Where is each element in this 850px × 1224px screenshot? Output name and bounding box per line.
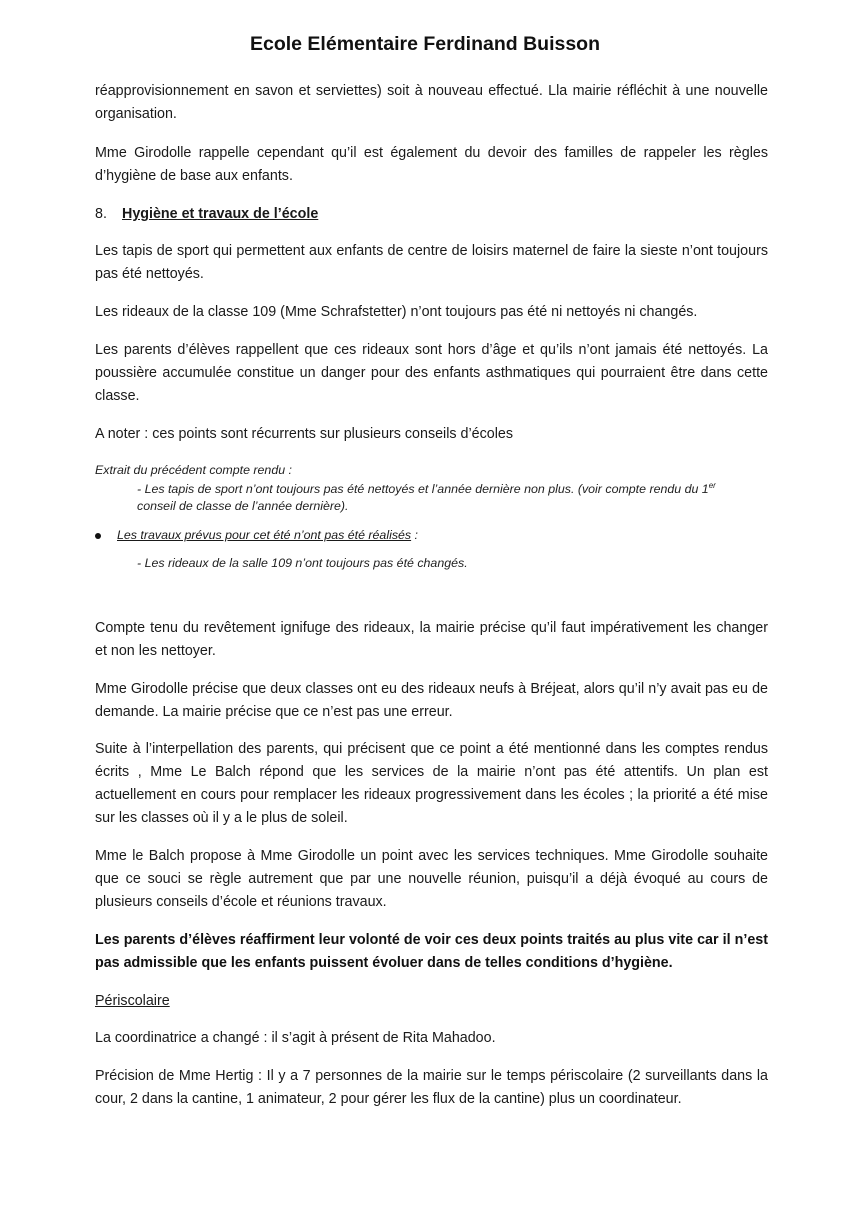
extract-item-mats: - Les tapis de sport n’ont toujours pas été nettoyés et l’année dernière non plus. (voir compte rendu du 1er bbox=[137, 480, 716, 496]
periscolaire-heading: Périscolaire bbox=[95, 993, 170, 1009]
paragraph-fireproof-curtains: Compte tenu du revêtement ignifuge des rideaux, la mairie précise qu’il faut impérativement les changer et non les nettoyer. bbox=[95, 620, 768, 659]
section-title: Hygiène et travaux de l’école bbox=[122, 206, 319, 222]
paragraph-staff-count: Précision de Mme Hertig : Il y a 7 personnes de la mairie sur le temps périscolaire (2 surveillants dans la cour, 2 dans la cantine, 1 animateur, 2 pour gérer les flux de la cantine) plus un coordinateur. bbox=[95, 1068, 768, 1107]
document-page: Ecole Elémentaire Ferdinand Buisson réapprovisionnement en savon et serviettes) soit à nouveau effectué. Lla mairie réfléchit à une nouvelle organisation. Mme Girodolle rappelle cependant qu’il est également du devoir des familles de rappeler les règles d’hygiène de base aux enfants. 8. Hygiène et travaux de l’école Les tapis de sport qui permettent aux enfants de centre de loisirs maternel de faire la sieste n’ont toujours pas été nettoyés. Les rideaux de la classe 109 (Mme Schrafstetter) n’ont toujours pas été ni nettoyés ni changés. Les parents d’élèves rappellent que ces rideaux sont hors d’âge et qu’ils n’ont jamais été nettoyés. La poussière accumulée constitue un danger pour des enfants asthmatiques qui pourraient être dans cette classe. A noter : ces points sont récurrents sur plusieurs conseils d’écoles Extrait du précédent compte rendu : - Les tapis de sport n’ont toujours pas été nettoyés et l’année dernière non plus. (voir compte rendu du 1er conseil de classe de l’année dernière). Les travaux prévus pour cet été n’ont pas été réalisés : - Les rideaux de la salle 109 n’ont toujours pas été changés. Compte tenu du revêtement ignifuge des rideaux, la mairie précise qu’il faut impérativement les changer et non les nettoyer. Mme Girodolle précise que deux classes ont eu des rideaux neufs à Bréjeat, alors qu’il n’y avait pas eu de demande. La mairie précise que ce n’est pas une erreur. Suite à l’interpellation des parents, qui précisent que ce point a été mentionné dans les comptes rendus écrits , Mme Le Balch répond que les services de la mairie n’ont pas été attentifs. Un plan est actuellement en cours pour remplacer les rideaux progressivement dans les écoles ; la priorité a été mise sur les classes où il y a le plus de soleil. Mme le Balch propose à Mme Girodolle un point avec les services techniques. Mme Girodolle souhaite que ce souci se règle autrement que par une nouvelle réunion, puisqu’il a déjà évoqué au cours de plusieurs conseils d’école et réunions travaux. Les parents d’élèves réaffirment leur volonté de voir ces deux points traités au plus vite car il n’est pas admissible que les enfants puissent évoluer dans de telles conditions d’hygiène. Périscolaire La coordinatrice a changé : il s’agit à présent de Rita Mahadoo. Précision de Mme Hertig : Il y a 7 personnes de la mairie sur le temps périscolaire (2 surveillants dans la cour, 2 dans la cantine, 1 animateur, 2 pour gérer les flux de la cantine) plus un coordinateur. bbox=[0, 0, 850, 1224]
extract-item-mats-cont: conseil de classe de l’année dernière). bbox=[137, 499, 349, 513]
page-title: Ecole Elémentaire Ferdinand Buisson bbox=[249, 33, 600, 55]
paragraph-sport-mats: Les tapis de sport qui permettent aux enfants de centre de loisirs maternel de faire la sieste n’ont toujours pas été nettoyés. bbox=[95, 243, 768, 282]
paragraph-coordinator: La coordinatrice a changé : il s’agit à présent de Rita Mahadoo. bbox=[95, 1030, 496, 1046]
extract-label: Extrait du précédent compte rendu : bbox=[95, 463, 292, 477]
paragraph-replacement-plan: Suite à l’interpellation des parents, qui précisent que ce point a été mentionné dans les comptes rendus écrits , Mme Le Balch répond que les services de la mairie n’ont pas été attentifs. Un plan est actuellement en cours pour remplacer les rideaux progressivement dans les écoles ; la priorité a été mise sur les classes où il y a le plus de soleil. bbox=[95, 741, 768, 826]
bullet-summer-works-label: Les travaux prévus pour cet été n’ont pas été réalisés bbox=[117, 528, 412, 542]
paragraph-curtains-dust: Les parents d’élèves rappellent que ces rideaux sont hors d’âge et qu’ils n’ont jamais été nettoyés. La poussière accumulée constitue un danger pour des enfants asthmatiques qui pourraient être dans cette classe. bbox=[95, 342, 768, 404]
section-heading-8 bbox=[95, 203, 318, 226]
paragraph-curtains-109: Les rideaux de la classe 109 (Mme Schrafstetter) n’ont toujours pas été ni nettoyés ni changés. bbox=[95, 304, 698, 320]
paragraph-hygiene-reminder: Mme Girodolle rappelle cependant qu’il est également du devoir des familles de rappeler les règles d’hygiène de base aux enfants. bbox=[95, 145, 768, 184]
section-number: 8. bbox=[95, 206, 107, 222]
extract-item-curtains: - Les rideaux de la salle 109 n’ont toujours pas été changés. bbox=[137, 556, 468, 570]
paragraph-brejeat-curtains: Mme Girodolle précise que deux classes ont eu des rideaux neufs à Bréjeat, alors qu’il n’y avait pas eu de demande. La mairie précise que ce n’est pas une erreur. bbox=[95, 681, 768, 720]
paragraph-parents-reaffirm: Les parents d’élèves réaffirment leur volonté de voir ces deux points traités au plus vite car il n’est pas admissible que les enfants puissent évoluer dans de telles conditions d’hygiène. bbox=[95, 932, 768, 971]
paragraph-recurring-note: A noter : ces points sont récurrents sur plusieurs conseils d’écoles bbox=[95, 426, 513, 442]
paragraph-technical-services: Mme le Balch propose à Mme Girodolle un point avec les services techniques. Mme Girodolle souhaite que ce souci se règle autrement que par une nouvelle réunion, puisqu’il a déjà évoqué au cours de plusieurs conseils d’école et réunions travaux. bbox=[95, 848, 768, 910]
paragraph-soap-supply: réapprovisionnement en savon et serviettes) soit à nouveau effectué. Lla mairie réfléchit à une nouvelle organisation. bbox=[95, 83, 768, 122]
bullet-dot bbox=[95, 533, 101, 539]
